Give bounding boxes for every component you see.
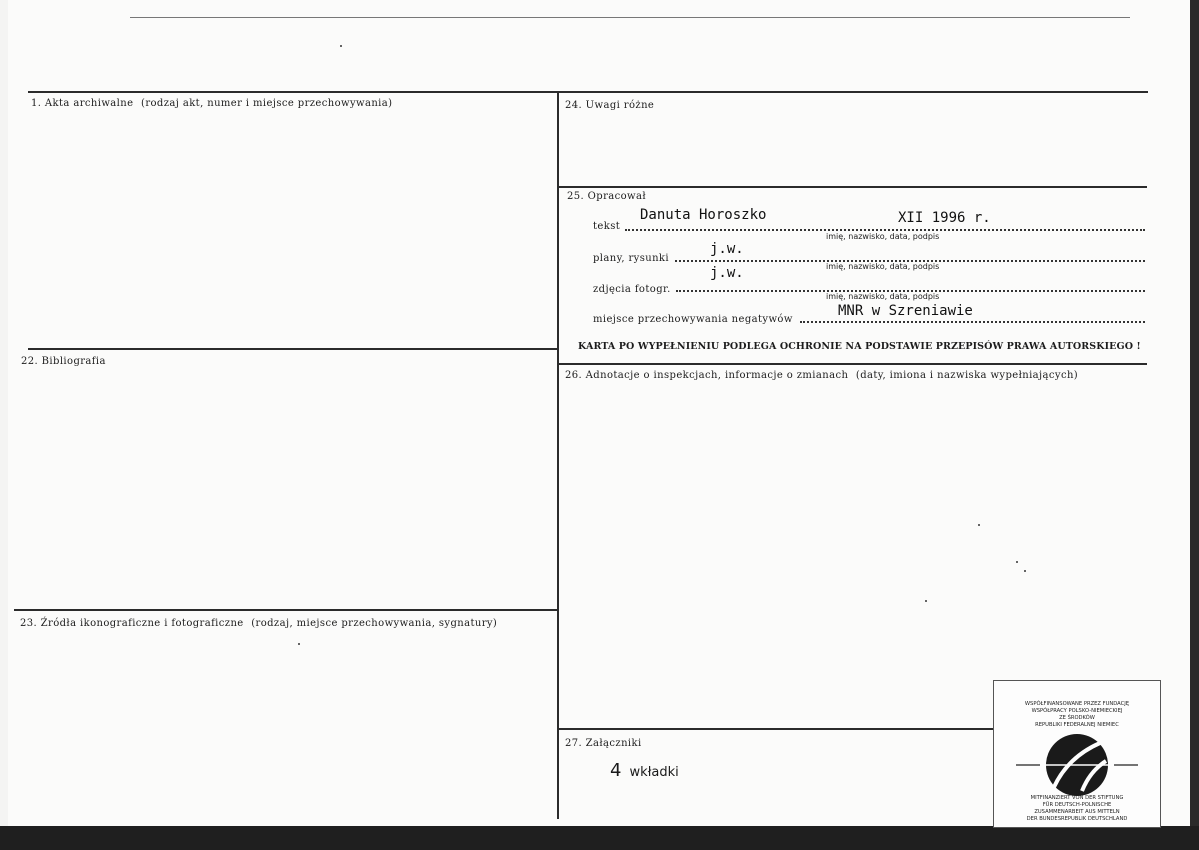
stamp-bottom-line: MITFINANZIERT VON DER STIFTUNG [1030,795,1124,801]
section-27-label: 27. Załączniki [565,738,642,749]
divider-22 [28,348,558,350]
scan-speck [978,524,980,526]
row-zdjecia-caption: imię, nazwisko, data, podpis [826,292,940,301]
divider-23 [14,609,558,611]
scan-speck [340,45,342,47]
stamp-bottom-line: ZUSAMMENARBEIT AUS MITTELN [1034,809,1120,815]
row-zdjecia-value: j.w. [710,265,744,281]
section-23-note: (rodzaj, miejsce przechowywania, sygnatury) [251,618,498,629]
scan-speck [1016,561,1018,563]
section-25-heading [567,191,646,202]
attachments-handwritten [610,760,679,781]
scan-speck [1024,570,1026,572]
row-plany-value: j.w. [710,241,744,257]
section-24-label: 24. Uwagi różne [565,100,655,111]
row-plany-caption: imię, nazwisko, data, podpis [826,262,940,271]
center-divider [557,91,559,819]
row-negatywy-value: MNR w Szreniawie [838,303,973,319]
section-26-label: 26. Adnotacje o inspekcjach, informacje o zmianach [565,370,849,381]
section-1-label: 1. Akta archiwalne [31,98,134,109]
stamp-top-line: ZE ŚRODKÓW [1059,715,1095,721]
row-tekst-value: Danuta Horoszko [640,207,767,223]
scan-edge-right [1190,0,1199,850]
section-22-heading [21,356,106,367]
stamp-top-line: WSPÓŁPRACY POLSKO-NIEMIECKIEJ [1031,708,1123,714]
attachments-text: wkładki [629,765,679,780]
section-26-note: (daty, imiona i nazwiska wypełniających) [855,370,1079,381]
stamp-top-text [994,701,1160,729]
section-25-label: 25. Opracował [567,191,647,202]
top-rule [130,17,1130,18]
funding-stamp [993,680,1161,828]
row-negatywy-label: miejsce przechowywania negatywów [593,314,793,325]
row-zdjecia-label: zdjęcia fotogr. [593,284,671,295]
row-plany-label: plany, rysunki [593,253,669,264]
section-24-heading [565,100,654,111]
scan-speck [298,643,300,645]
section-23-label: 23. Źródła ikonograficzne i fotograficzne [20,618,244,629]
row-tekst-line [625,229,1145,231]
stamp-bottom-text [994,795,1160,823]
stamp-top-line: REPUBLIKI FEDERALNEJ NIEMIEC [1035,722,1119,728]
top-divider [28,91,1148,93]
section-23-heading [20,618,497,629]
row-negatywy-line [800,321,1145,323]
row-tekst-caption: imię, nazwisko, data, podpis [826,232,940,241]
section-26-heading [565,370,1078,381]
section-27-heading [565,738,642,749]
scan-speck [925,600,927,602]
stamp-bottom-line: FÜR DEUTSCH-POLNISCHE [1042,802,1112,808]
divider-25 [557,186,1147,188]
stamp-top-line: WSPÓŁFINANSOWANE PRZEZ FUNDACJĘ [1024,701,1130,707]
section-1-heading [31,98,392,109]
attachments-count: 4 [610,760,622,781]
row-tekst-label: tekst [593,221,621,232]
divider-26 [557,363,1147,365]
foundation-logo-icon [994,731,1160,801]
scan-edge-bottom [0,826,1199,850]
section-22-label: 22. Bibliografia [21,356,106,367]
stamp-bottom-line: DER BUNDESREPUBLIK DEUTSCHLAND [1026,816,1128,822]
row-tekst-date: XII 1996 r. [898,210,991,226]
section-1-note: (rodzaj akt, numer i miejsce przechowywania) [141,98,393,109]
copyright-notice: KARTA PO WYPEŁNIENIU PODLEGA OCHRONIE NA PODSTAWIE PRZEPISÓW PRAWA AUTORSKIEGO ! [578,341,1141,352]
